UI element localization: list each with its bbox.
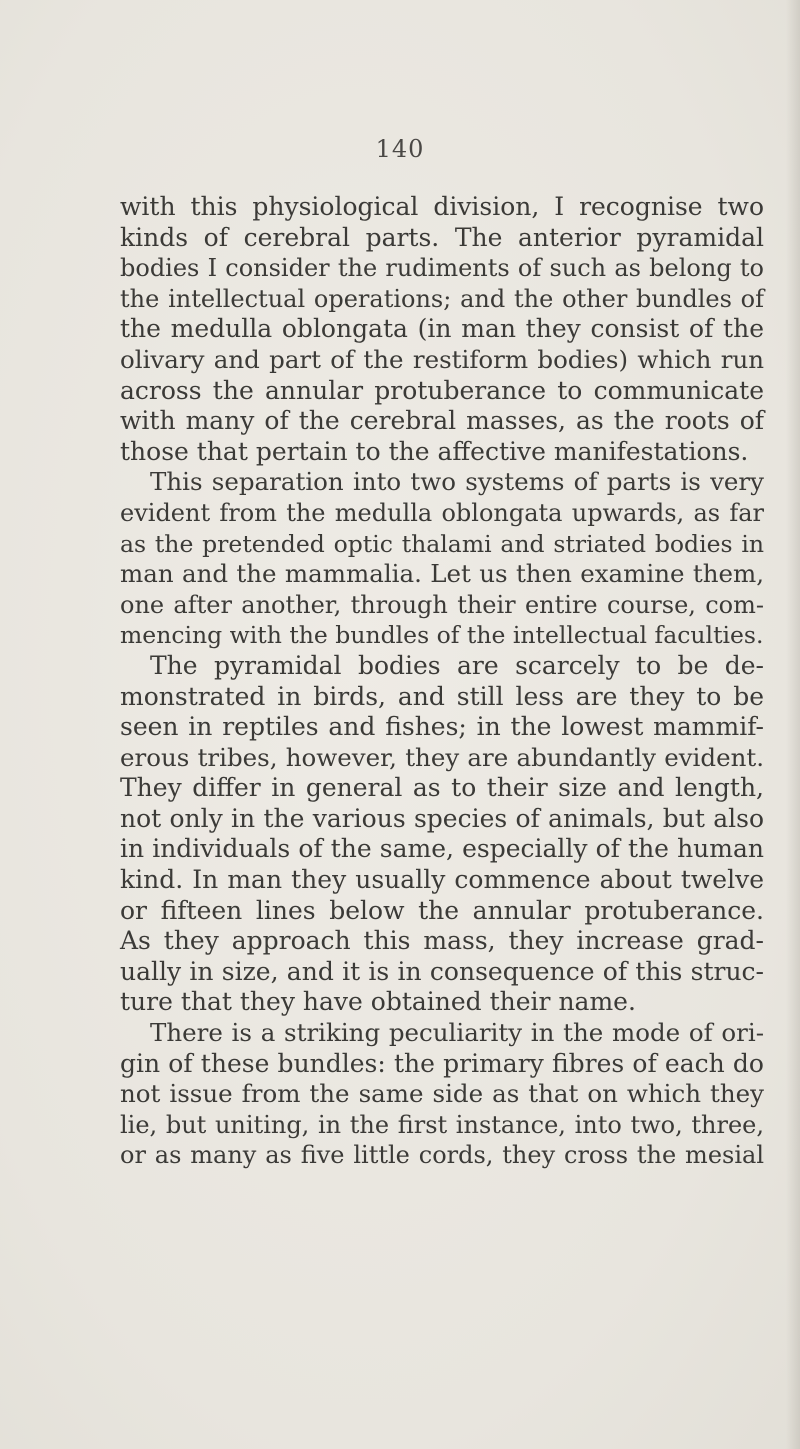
text-line: As they approach this mass, they increase grad- [120, 926, 764, 956]
text-line: man and the mammalia. Let us then examine them, [120, 559, 764, 589]
text-line: bodies I consider the rudiments of such as belong to [120, 254, 764, 283]
page-number: 140 [375, 135, 425, 163]
text-line: those that pertain to the affective manifestations. [120, 436, 749, 466]
text-line: across the annular protuberance to communicate [120, 375, 764, 405]
text-line: There is a striking peculiarity in the mode of ori- [150, 1018, 764, 1048]
page-edge-shadow [786, 0, 800, 1449]
text-line: ually in size, and it is in consequence of this struc- [120, 956, 764, 986]
text-line: with many of the cerebral masses, as the roots of [120, 406, 764, 436]
text-line: olivary and part of the restiform bodies) which run [120, 344, 764, 374]
text-line: not only in the various species of animals, but also [120, 803, 764, 833]
text-line: lie, but uniting, in the first instance, into two, three, [120, 1110, 764, 1139]
text-line: The pyramidal bodies are scarcely to be de- [150, 650, 764, 680]
text-line: This separation into two systems of parts is very [150, 467, 764, 497]
text-line: in individuals of the same, especially of the human [120, 834, 764, 864]
text-line: kind. In man they usually commence about twelve [120, 865, 764, 895]
text-line: or as many as five little cords, they cross the mesial [120, 1141, 764, 1170]
text-line: gin of these bundles: the primary fibres of each do [120, 1048, 764, 1078]
text-line: seen in reptiles and fishes; in the lowest mammif- [120, 712, 764, 742]
body-text [120, 192, 764, 1171]
text-line: monstrated in birds, and still less are they to be [120, 681, 764, 711]
text-line: mencing with the bundles of the intellectual faculties. [120, 621, 764, 650]
text-line: evident from the medulla oblongata upwards, as far [120, 498, 764, 527]
text-line: the medulla oblongata (in man they consist of the [120, 314, 764, 344]
text-line: They differ in general as to their size and length, [120, 773, 764, 803]
text-line: or fifteen lines below the annular protuberance. [120, 895, 764, 925]
text-line: one after another, through their entire course, com- [120, 590, 764, 619]
text-line: ture that they have obtained their name. [120, 987, 636, 1017]
text-line: kinds of cerebral parts. The anterior pyramidal [120, 222, 764, 252]
text-line: as the pretended optic thalami and striated bodies in [120, 529, 764, 558]
text-line: with this physiological division, I recognise two [120, 192, 764, 221]
text-line: not issue from the same side as that on which they [120, 1079, 764, 1109]
text-line: the intellectual operations; and the other bundles of [120, 284, 764, 313]
text-line: erous tribes, however, they are abundantly evident. [120, 742, 764, 772]
